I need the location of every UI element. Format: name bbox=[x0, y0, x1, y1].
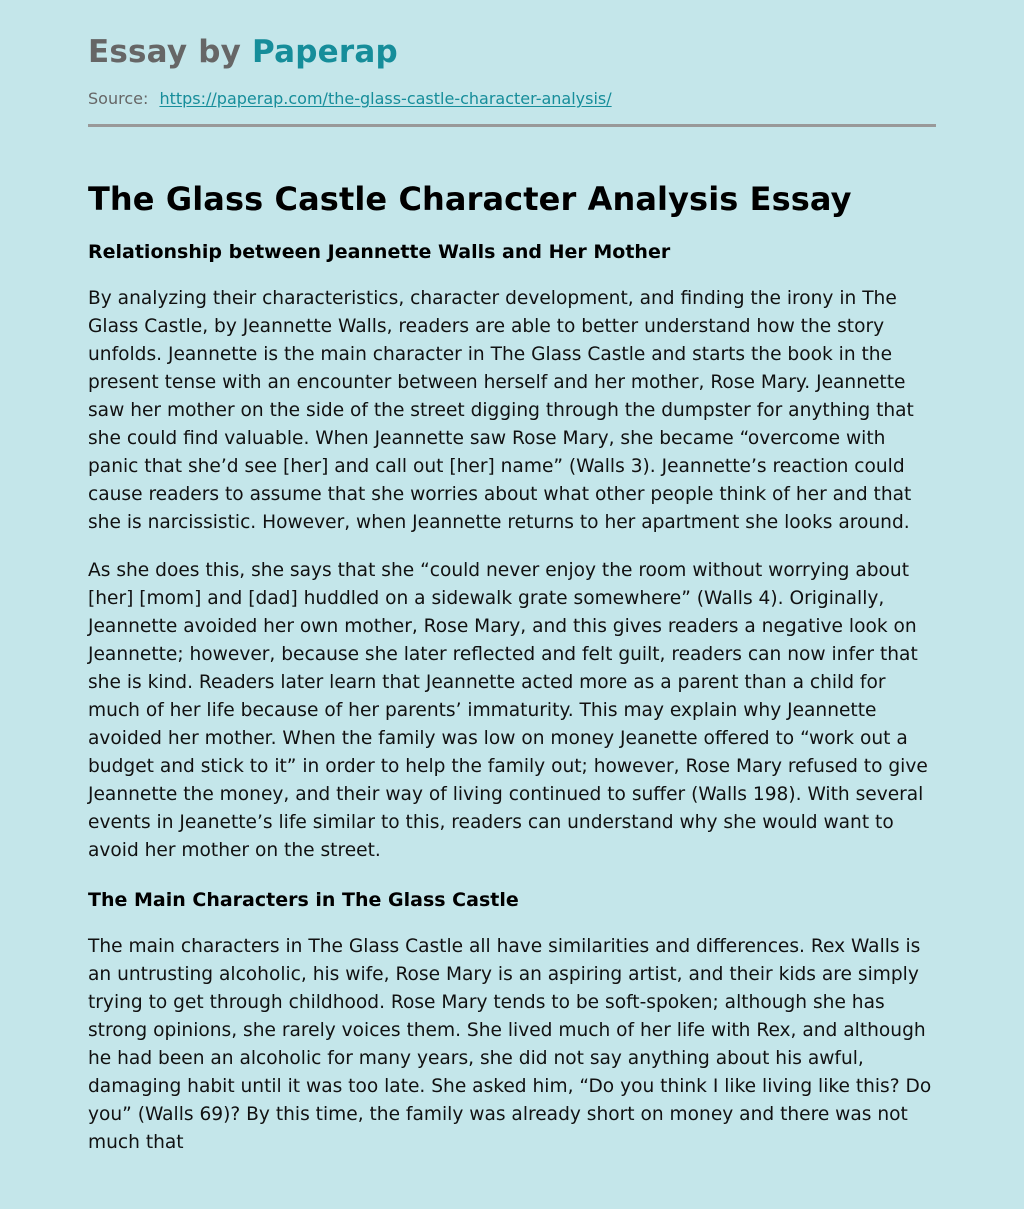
article-paragraph: The main characters in The Glass Castle all have similarities and differences. Rex Walls is an untrusting alcoholic, his wife, Rose Mary is an aspiring artist, and their kids are simply trying to get through childhood. Rose Mary tends to be soft-spoken; although she has strong opinions, she rarely voices them. She lived much of her life with Rex, and although he had been an alcoholic for many years, she did not say anything about his awful, damaging habit until it was too late. She asked him, “Do you think I like living like this? Do you” (Walls 69)? By this time, the family was already short on money and there was not much that bbox=[88, 936, 932, 1153]
article-paragraph: By analyzing their characteristics, character development, and finding the irony in The Glass Castle, by Jeannette Walls, readers are able to better understand how the story unfolds. Jeannette is the main character in The Glass Castle and starts the book in the present tense with an encounter between herself and her mother, Rose Mary. Jeannette saw her mother on the side of the street digging through the dumpster for anything that she could find valuable. When Jeannette saw Rose Mary, she became “overcome with panic that she’d see [her] and call out [her] name” (Walls 3). Jeannette’s reaction could cause readers to assume that she worries about what other people think of her and that she is narcissistic. However, when Jeannette returns to her apartment she looks around. bbox=[88, 288, 914, 533]
site-brand[interactable] bbox=[88, 30, 936, 74]
header-divider bbox=[88, 124, 936, 127]
source-line bbox=[88, 88, 936, 110]
source-link[interactable]: https://paperap.com/the-glass-castle-character-analysis/ bbox=[159, 89, 612, 108]
page bbox=[88, 0, 936, 1157]
source-label: Source: bbox=[88, 89, 149, 108]
brand-name: Paperap bbox=[252, 34, 398, 70]
brand-prefix: Essay by bbox=[88, 34, 253, 70]
section-heading-relationship: Relationship between Jeannette Walls and Her Mother bbox=[88, 241, 671, 263]
article-title: The Glass Castle Character Analysis Essay bbox=[88, 180, 852, 218]
section-heading-main-characters: The Main Characters in The Glass Castle bbox=[88, 889, 519, 911]
article-paragraph: As she does this, she says that she “could never enjoy the room without worrying about [her] [mom] and [dad] huddled on a sidewalk grate somewhere” (Walls 4). Originally, Jeannette avoided her own mother, Rose Mary, and this gives readers a negative look on Jeannette; however, because she later reflected and felt guilt, readers can now infer that she is kind. Readers later learn that Jeannette acted more as a parent than a child for much of her life because of her parents’ immaturity. This may explain why Jeannette avoided her mother. When the family was low on money Jeanette offered to “work out a budget and stick to it” in order to help the family out; however, Rose Mary refused to give Jeannette the money, and their way of living continued to suffer (Walls 198). With several events in Jeanette’s life similar to this, readers can understand why she would want to avoid her mother on the street. bbox=[88, 560, 928, 861]
